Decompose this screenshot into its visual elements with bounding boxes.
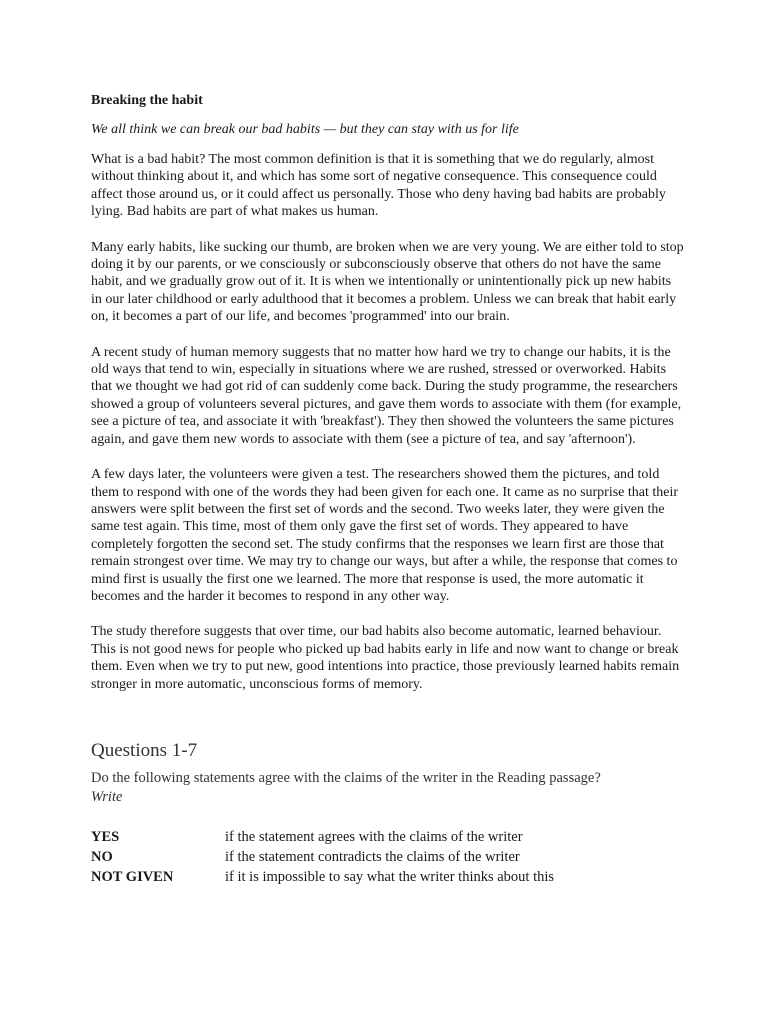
article-paragraph-1: What is a bad habit? The most common definition is that it is something that we do regularly, almost without thinking about it, and which has some sort of negative consequence. This consequence could affect those around us, or it could affect us personally. Those who deny having bad habits are probably lying. Bad habits are part of what makes us human. (91, 152, 666, 220)
legend-key: YES (91, 828, 120, 845)
legend-row-no (91, 847, 684, 867)
article-paragraph-3: A recent study of human memory suggests that no matter how hard we try to change our habits, it is the old ways that tend to win, especially in situations where we are rushed, stressed or overworked. Habits that we thought we had got rid of can suddenly come back. During the study programme, the researchers showed a group of volunteers several pictures, and gave them words to associate with them (for example, see a picture of tea, and associate it with 'breakfast'). They then showed the volunteers the same pictures again, and gave them new words to associate with them (see a picture of tea, and say 'afternoon'). (91, 344, 682, 447)
legend-key: NO (91, 848, 113, 865)
answer-legend (91, 827, 684, 887)
legend-row-yes (91, 827, 684, 847)
questions-instruction: Do the following statements agree with the claims of the writer in the Reading passage? (91, 769, 601, 786)
legend-key: NOT GIVEN (91, 868, 174, 885)
legend-description: if it is impossible to say what the writer thinks about this (225, 868, 555, 885)
legend-description: if the statement contradicts the claims of the writer (225, 848, 520, 865)
legend-row-not-given (91, 867, 684, 887)
article-title: Breaking the habit (91, 93, 203, 108)
article-paragraph-2: Many early habits, like sucking our thumb, are broken when we are very young. We are either told to stop doing it by our parents, or we consciously or subconsciously observe that others do not have the same habit, and we gradually grow out of it. It is when we intentionally or unintentionally pick up new habits in our later childhood or early adulthood that it becomes a problem. Unless we can break that habit early on, it becomes a part of our life, and becomes 'programmed' into our brain. (91, 239, 684, 325)
article-subtitle: We all think we can break our bad habits — but they can stay with us for life (91, 122, 519, 137)
legend-description: if the statement agrees with the claims of the writer (225, 828, 523, 845)
article-paragraph-4: A few days later, the volunteers were given a test. The researchers showed them the pictures, and told them to respond with one of the words they had been given for each one. It came as no surprise that their answers were split between the first set of words and the second. Two weeks later, they were given the same test again. This time, most of them only gave the first set of words. They appeared to have completely forgotten the second set. The study confirms that the responses we learn first are those that remain strongest over time. We may try to change our ways, but after a while, the response that comes to mind first is usually the first one we learned. The more that response is used, the more automatic it becomes and the harder it becomes to respond in any other way. (91, 467, 679, 604)
write-label: Write (91, 788, 123, 805)
article-paragraph-5: The study therefore suggests that over time, our bad habits also become automatic, learned behaviour. This is not good news for people who picked up bad habits early in life and now want to change or break them. Even when we try to put new, good intentions into practice, those previously learned habits remain stronger in more automatic, unconscious forms of memory. (91, 624, 680, 692)
questions-heading: Questions 1-7 (91, 739, 198, 761)
